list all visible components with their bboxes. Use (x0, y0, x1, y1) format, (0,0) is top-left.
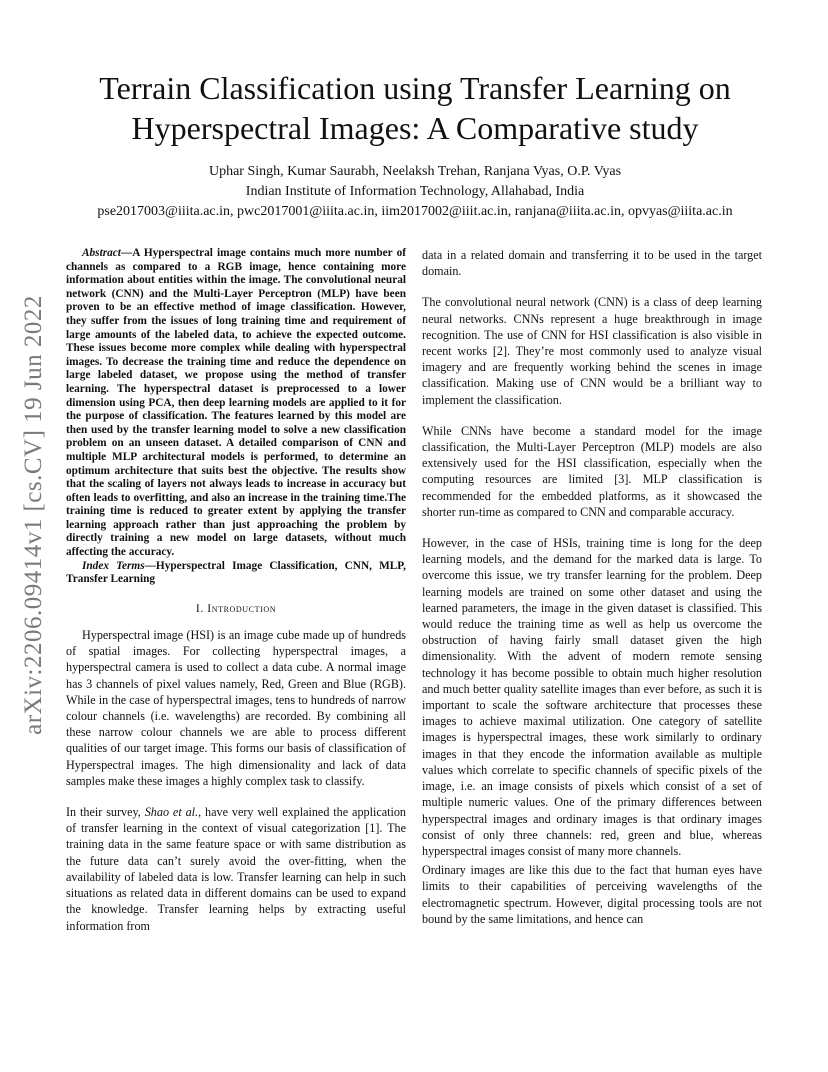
intro-p2-before: In their survey, (66, 805, 145, 820)
abstract-text: —A Hyperspectral image contains much more number of channels as compared to a RGB image, hence containing more information about entities within the image. The convolutional neural network (CNN) and the Multi-Layer Perceptron (MLP) have been proven to be an effective method of image classification. However, they suffer from the issues of long training time and requirement of large amounts of the labeled data, to achieve the expected outcome. These issues become more complex while dealing with hyperspectral images. To decrease the training time and reduce the dependence on large labeled dataset, we propose using the method of transfer learning. The hyperspectral dataset is preprocessed to a lower dimension using PCA, then deep learning models are applied to it for the purpose of classification. The features learned by this model are then used by the transfer learning model to solve a new classification problem on an unseen dataset. A detailed comparison of CNN and multiple MLP architectural models is performed, to determine an optimum architecture that suits best the objective. The results show that the scaling of layers not always leads to increase in accuracy but often leads to overfitting, and also an increase in the training time.The training time is reduced to greater extent by applying the transfer learning approach rather than just approaching the problem by directly training a new model on large datasets, without much affecting the accuracy. (66, 247, 406, 559)
author-affiliation: Indian Institute of Information Technology, Allahabad, India (245, 184, 585, 199)
left-column (66, 247, 406, 934)
right-paragraph-3: While CNNs have become a standard model for the image classification, the Multi-Layer Perceptron (MLP) models are also extensively used for the HSI classification, especially when the computing resources are limited [3]. MLP classification is recommended for the embedded platforms, as it showcased the shorter run-time as compared to CNN and comparable accuracy. (422, 423, 762, 519)
abstract-lead: Abstract (82, 247, 121, 259)
right-paragraph-2: The convolutional neural network (CNN) is a class of deep learning neural networks. CNNs represent a huge breakthrough in image recognition. The use of CNN for HSI classification is also visible in recent works [2]. They’re most commonly used to analyze visual imagery and are frequently working behind the scenes in image classification. Making use of CNN would be a brilliant way to implement the classification. (422, 295, 762, 407)
right-paragraph-4: However, in the case of HSIs, training time is long for the deep learning models, and the demand for the marked data is large. To overcome this issue, we try transfer learning for the problem. Deep learning models are trained on some other dataset and using the learned parameters, the image in the given dataset is classified. This would reduce the training time as well as help us overcome the obstruction of having fairly small dataset given the high dimensionality. With the advent of modern remote sensing technology it has become possible to obtain much higher resolution and much better quality satellite images than ever before, as such it is important to scale the software architecture that processes these images to achieve maximal utilization. One category of satellite images is hyperspectral images, these work similarly to ordinary images in that they encode the information available as multiple values which correlate to specific channels of specific pixels of the image, i.e. an image consists of pixels which consist of a set of multiple numeric values. One of the primary differences between hyperspectral images and ordinary images is that ordinary images consist of only three channels: red, green and blue, whereas hyperspectral images consist of many more channels. (422, 536, 762, 858)
right-paragraph-5: Ordinary images are like this due to the fact that human eyes have limits to their capabilities of perceiving wavelengths of the electromagnetic spectrum. However, digital processing tools are not bound by the same limitations, and hence can (422, 863, 762, 926)
intro-p2-after: , have very well explained the application of transfer learning in the context of visual categorization [1]. The training data in the same feature space or with same distribution as the future data can’t surely avoid the over-fitting, when the availability of labeled data is low. Transfer learning can help in such situations as related data in different domains can be used to expand the knowledge. Transfer learning helps by extracting useful information from (66, 805, 406, 933)
author-block (40, 163, 790, 223)
right-column (422, 247, 762, 927)
arxiv-identifier-stamp (6, 290, 62, 740)
author-names: Uphar Singh, Kumar Saurabh, Neelaksh Trehan, Ranjana Vyas, O.P. Vyas (208, 164, 622, 179)
section-heading-introduction: I. Introduction (195, 602, 277, 615)
author-emails: pse2017003@iiita.ac.in, pwc2017001@iiita.ac.in, iim2017002@iiit.ac.in, ranjana@iiita.ac.in, opvyas@iiita.ac.in (97, 204, 733, 219)
abstract-paragraph (66, 247, 406, 560)
arxiv-id-text: arXiv:2206.09414v1 [cs.CV] 19 Jun 2022 (20, 295, 47, 735)
paper-title: Terrain Classification using Transfer Learning on Hyperspectral Images: A Comparative study (99, 70, 731, 146)
index-terms-lead: Index Terms (82, 559, 145, 572)
index-terms-text: —Hyperspectral Image Classification, CNN, MLP, Transfer Learning (66, 559, 406, 586)
index-terms-paragraph (66, 560, 406, 587)
intro-paragraph-2 (66, 804, 406, 934)
intro-p2-citation-author: Shao et al. (144, 805, 199, 820)
intro-paragraph-1: Hyperspectral image (HSI) is an image cube made up of hundreds of spatial images. For collecting hyperspectral images, a hyperspectral camera is used to collect a data cube. A normal image has 3 channels of pixel values namely, Red, Green and Blue (RGB). While in the case of hyperspectral images, tens to hundreds of narrow colour channels (i.e. wavelengths) are recorded. By combining all these narrow colour channels we are able to process different qualities of our target image. This forms our basis of classification of Hyperspectral images. The high dimensionality and lack of data samples make these images a highly complex task to classify. (66, 628, 406, 788)
right-paragraph-1: data in a related domain and transferring it to be used in the target domain. (422, 248, 762, 279)
